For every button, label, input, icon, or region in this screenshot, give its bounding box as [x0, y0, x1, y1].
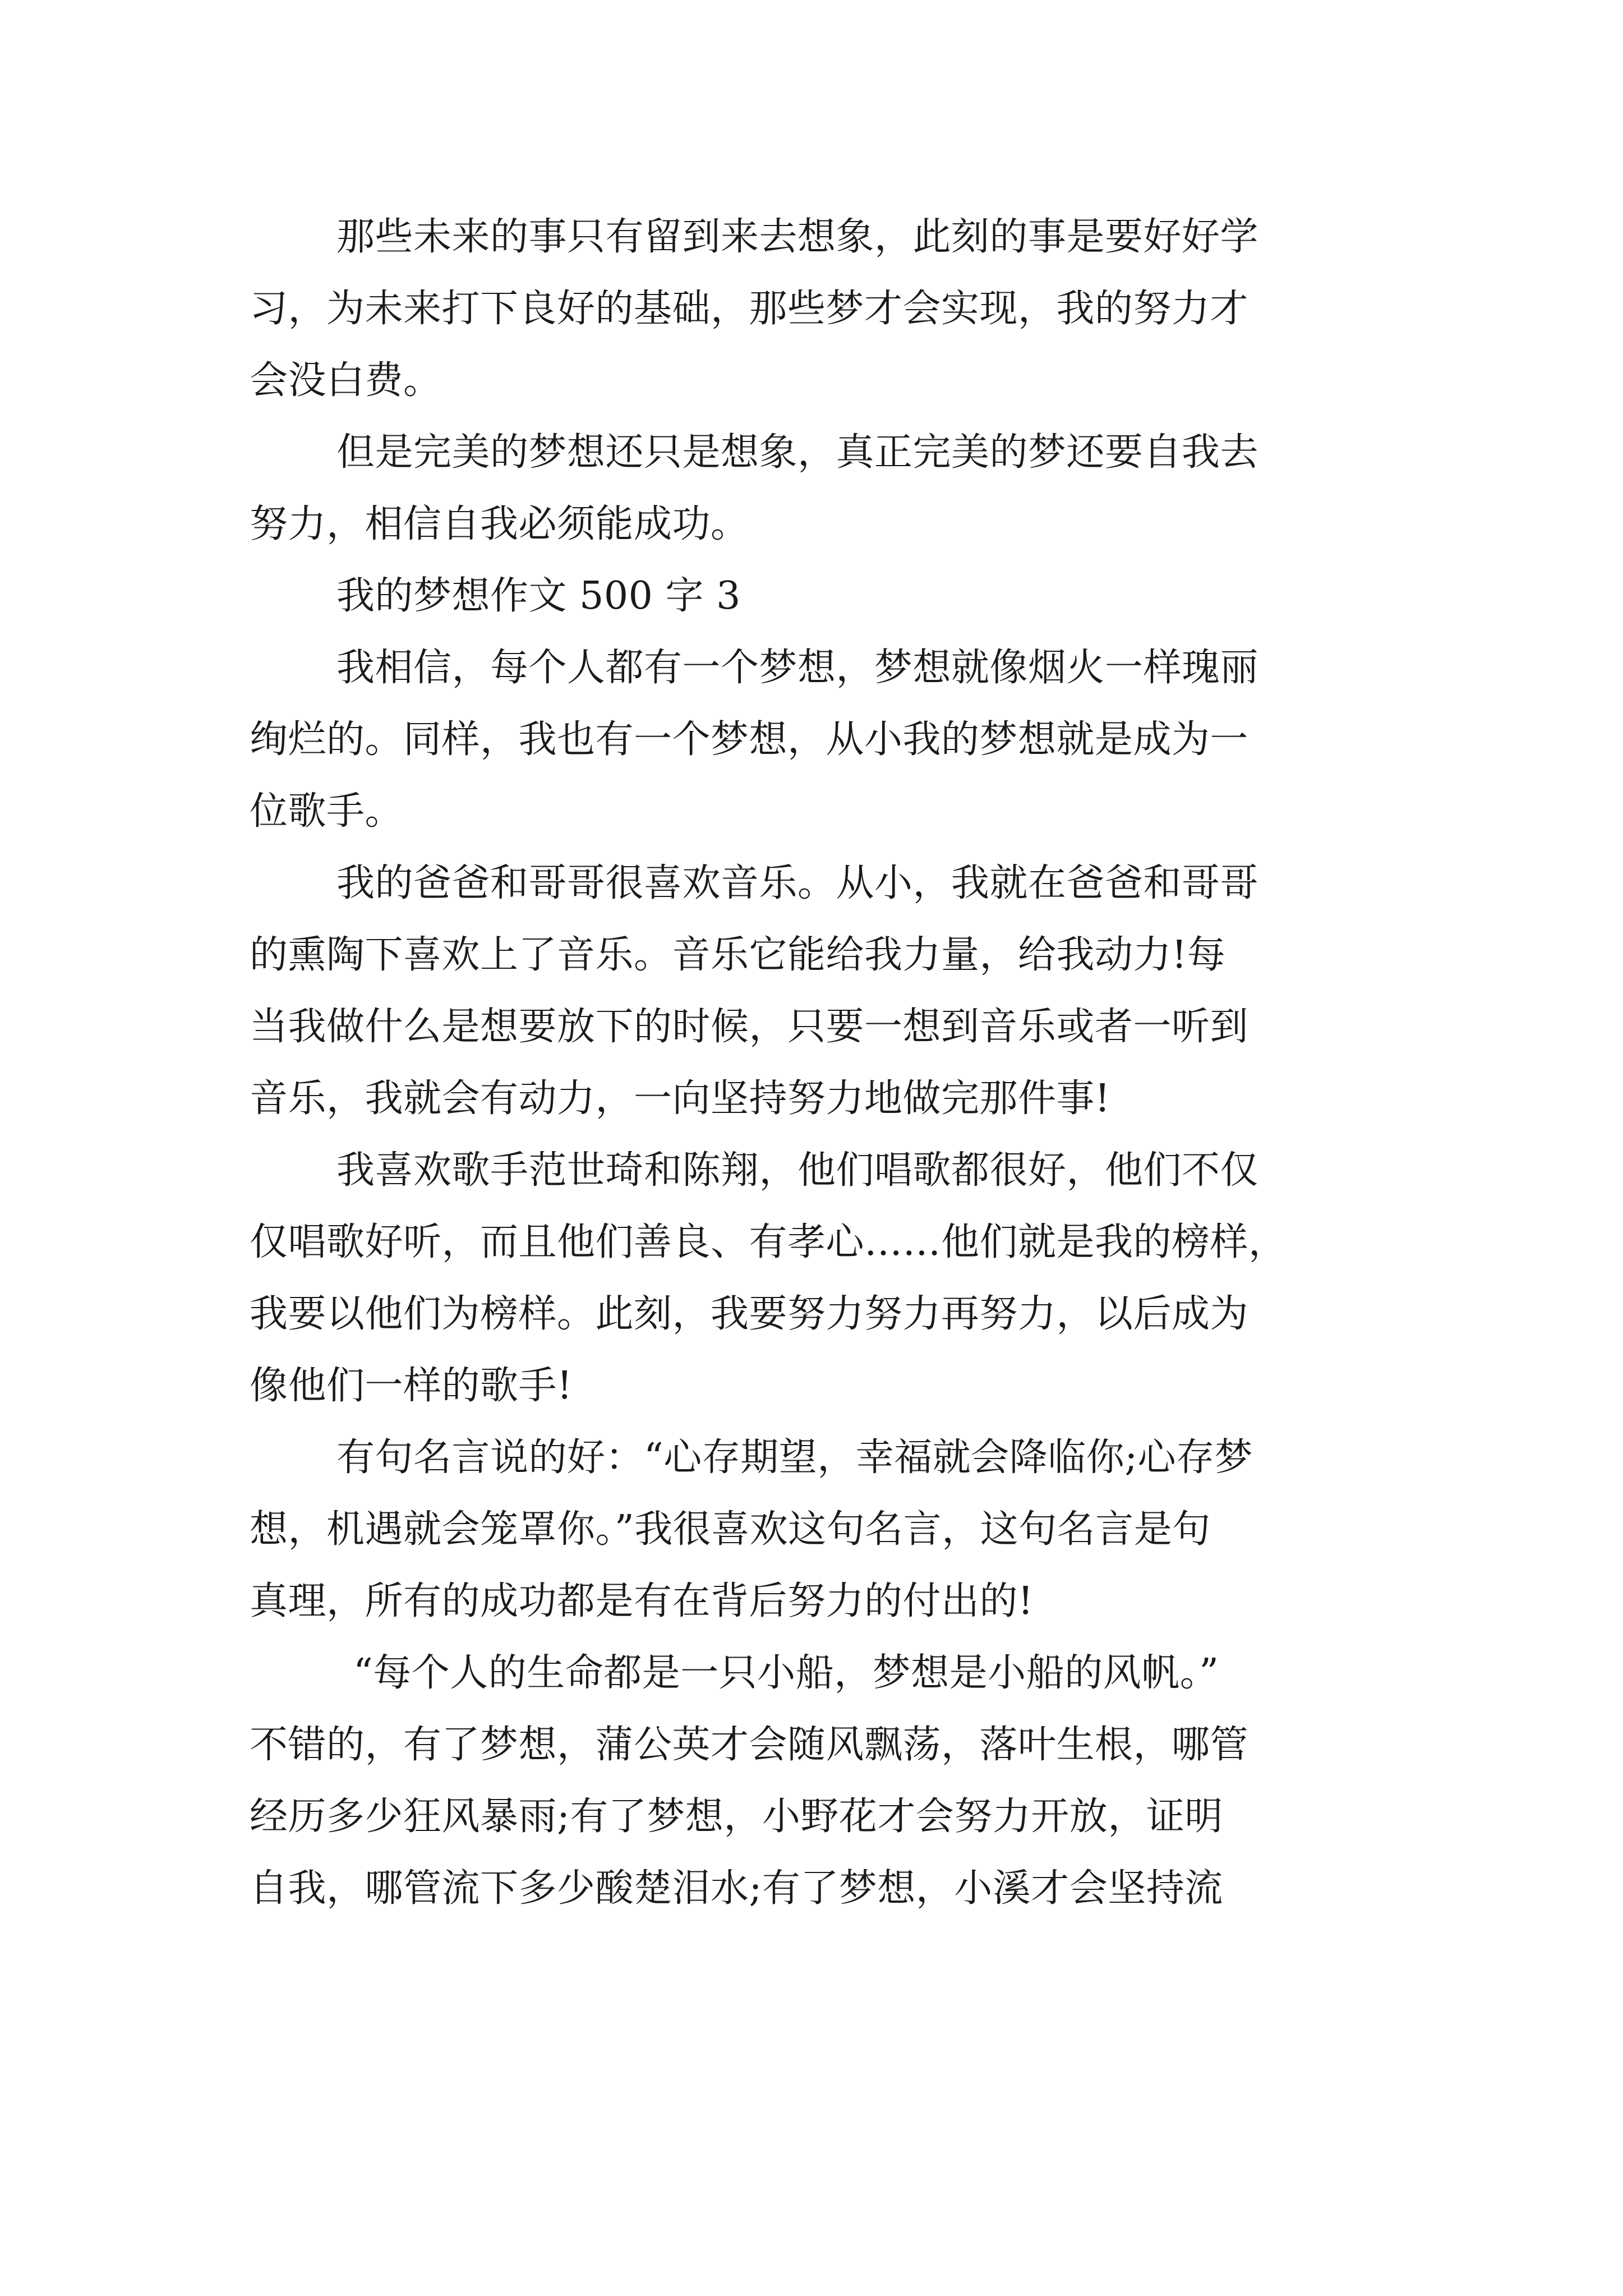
paragraph-line: 自我，哪管流下多少酸楚泪水;有了梦想，小溪才会坚持流	[250, 1866, 1223, 1911]
paragraph-line: 真理，所有的成功都是有在背后努力的付出的!	[250, 1579, 1034, 1623]
paragraph-line: 音乐，我就会有动力，一向坚持努力地做完那件事!	[250, 1076, 1110, 1121]
paragraph-line: 努力，相信自我必须能成功。	[250, 502, 749, 546]
paragraph-line: 不错的，有了梦想，蒲公英才会随风飘荡，落叶生根，哪管	[250, 1723, 1249, 1767]
paragraph-line: 像他们一样的歌手!	[250, 1364, 573, 1408]
paragraph-line: 仅唱歌好听，而且他们善良、有孝心……他们就是我的榜样，	[250, 1220, 1287, 1264]
paragraph-line: 的熏陶下喜欢上了音乐。音乐它能给我力量，给我动力!每	[250, 933, 1226, 977]
section-heading: 我的梦想作文 500 字 3	[336, 574, 741, 618]
paragraph-line: 我喜欢歌手范世琦和陈翔，他们唱歌都很好，他们不仅	[336, 1148, 1259, 1193]
paragraph-line: 经历多少狂风暴雨;有了梦想，小野花才会努力开放，证明	[250, 1795, 1223, 1839]
paragraph-line: 位歌手。	[250, 789, 404, 834]
paragraph-line: 有句名言说的好：“心存期望，幸福就会降临你;心存梦	[336, 1435, 1253, 1480]
paragraph-line: “每个人的生命都是一只小船，梦想是小船的风帆。”	[353, 1651, 1219, 1695]
paragraph-line: 会没白费。	[250, 358, 442, 403]
paragraph-line: 我要以他们为榜样。此刻，我要努力努力再努力，以后成为	[250, 1292, 1249, 1336]
paragraph-line: 我相信，每个人都有一个梦想，梦想就像烟火一样瑰丽	[336, 646, 1259, 690]
paragraph-line: 但是完美的梦想还只是想象，真正完美的梦还要自我去	[336, 430, 1259, 475]
paragraph-line: 想，机遇就会笼罩你。”我很喜欢这句名言，这句名言是句	[250, 1507, 1211, 1552]
paragraph-line: 那些未来的事只有留到来去想象，此刻的事是要好好学	[336, 215, 1259, 259]
paragraph-line: 我的爸爸和哥哥很喜欢音乐。从小，我就在爸爸和哥哥	[336, 861, 1259, 905]
paragraph-line: 习，为未来打下良好的基础，那些梦才会实现，我的努力才	[250, 287, 1249, 331]
paragraph-line: 当我做什么是想要放下的时候，只要一想到音乐或者一听到	[250, 1005, 1249, 1049]
paragraph-line: 绚烂的。同样，我也有一个梦想，从小我的梦想就是成为一	[250, 717, 1249, 762]
